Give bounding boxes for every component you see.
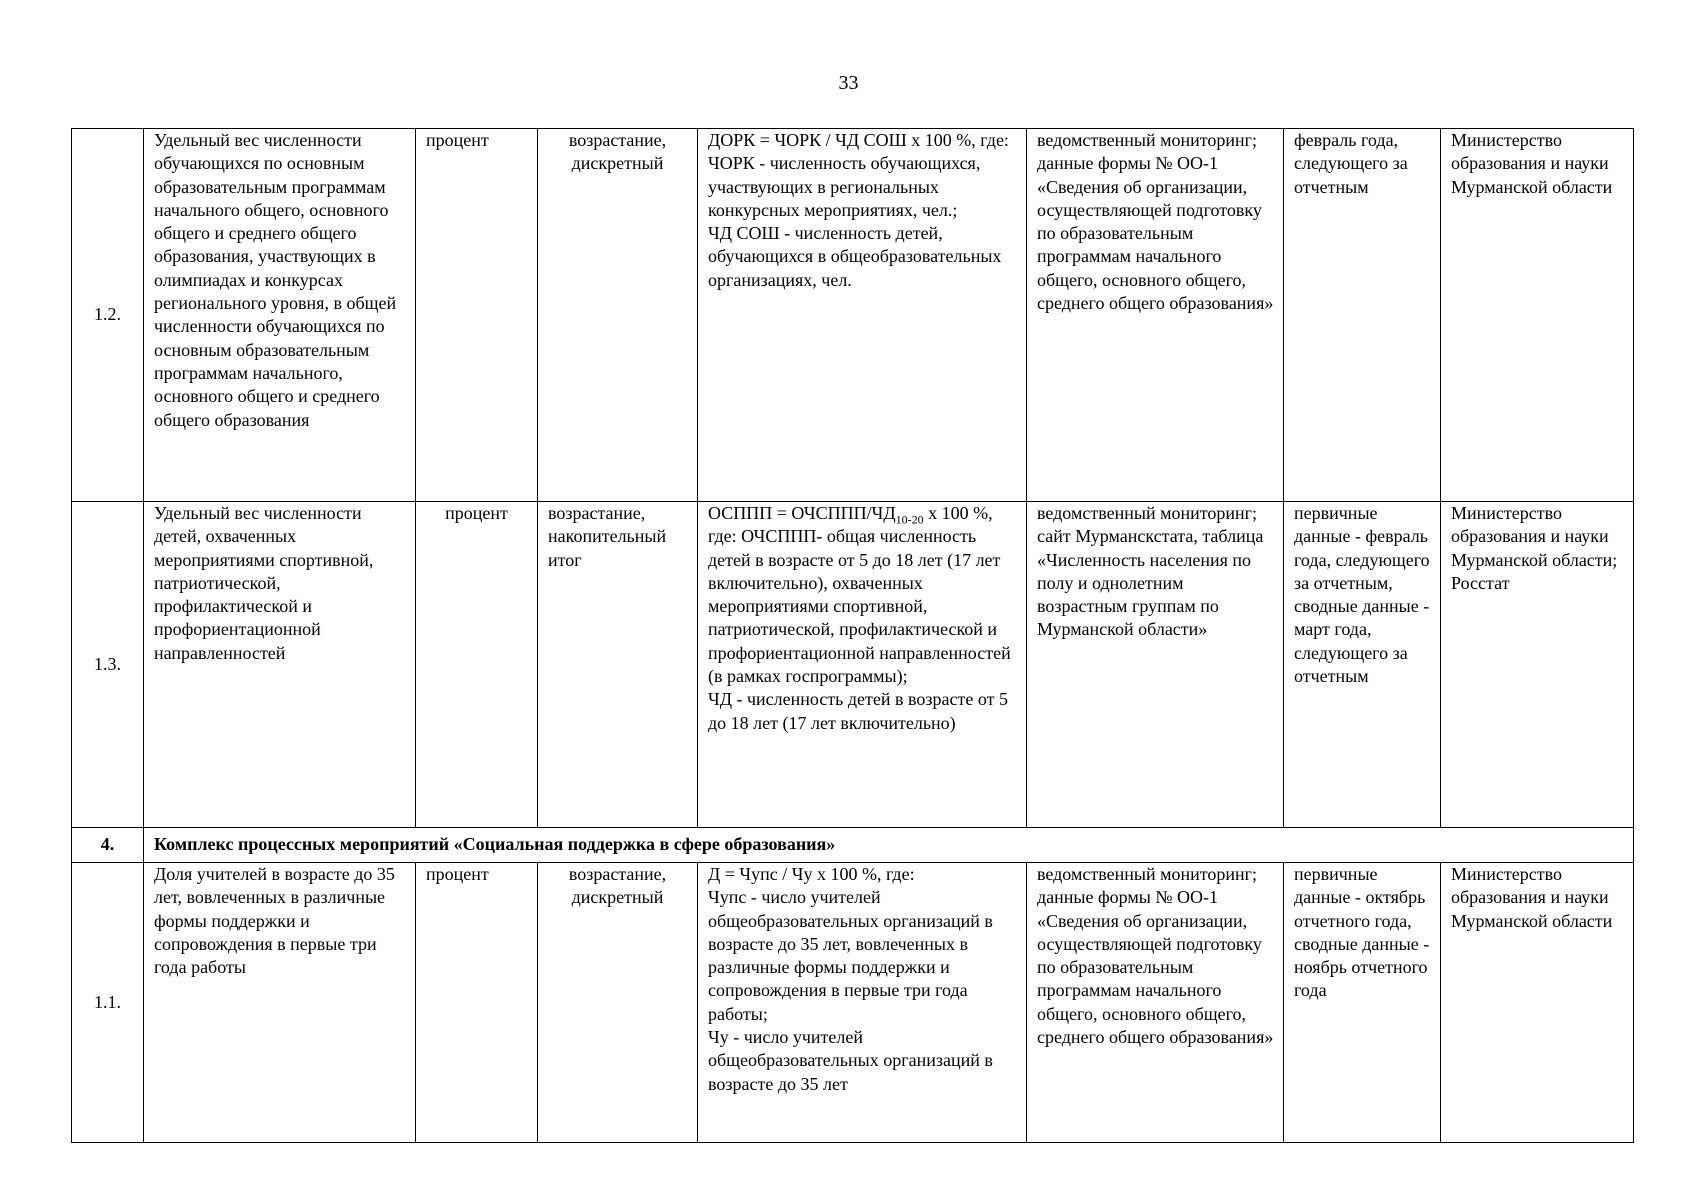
period-cell: февраль года, следующего за отчетным xyxy=(1284,129,1441,502)
formula-text-rest: х 100 %, где: ОЧСППП- общая численность детей в возрасте от 5 до 18 лет (17 лет включительно), охваченных мероприятиями спортивной, патриотической, профилактической и профориентационной направленностей (в рамках госпрограммы); ЧД - численность детей в возрасте от 5 до 18 лет (17 лет включительно) xyxy=(708,503,1011,733)
period-cell: первичные данные - октябрь отчетного года, сводные данные - ноябрь отчетного года xyxy=(1284,863,1441,1143)
data-source-cell: ведомственный мониторинг; данные формы № ОО-1 «Сведения об организации, осуществляющей подготовку по образовательным программам начального общего, основного общего, среднего общего образования» xyxy=(1027,129,1284,502)
table-row xyxy=(72,863,1634,1143)
table-row xyxy=(72,502,1634,828)
formula-cell xyxy=(698,502,1027,828)
section-header-row xyxy=(72,828,1634,863)
data-source-cell: ведомственный мониторинг; сайт Мурманскстата, таблица «Численность населения по полу и однолетним возрастным группам по Мурманской области» xyxy=(1027,502,1284,828)
table-row xyxy=(72,129,1634,502)
data-source-cell: ведомственный мониторинг; данные формы № ОО-1 «Сведения об организации, осуществляющей подготовку по образовательным программам начального общего, основного общего, среднего общего образования» xyxy=(1027,863,1284,1143)
formula-text-start: ОСППП = ОЧСППП/ЧД xyxy=(708,503,896,523)
dynamics-type-cell: возрастание, дискретный xyxy=(538,863,698,1143)
dynamics-type-cell: возрастание, накопительный итог xyxy=(538,502,698,828)
indicators-table xyxy=(71,128,1634,1143)
unit-cell: процент xyxy=(416,502,538,828)
formula-subscript: 10-20 xyxy=(895,512,924,527)
indicator-name: Удельный вес численности обучающихся по основным образовательным программам начального общего, основного общего и среднего общего образования, участвующих в олимпиадах и конкурсах регионального уровня, в общей численности обучающихся по основным образовательным программам начального, основного общего и среднего общего образования xyxy=(144,129,416,502)
indicator-name: Удельный вес численности детей, охваченных мероприятиями спортивной, патриотической, профилактической и профориентационной направленностей xyxy=(144,502,416,828)
responsible-cell: Министерство образования и науки Мурманской области; Росстат xyxy=(1441,502,1634,828)
unit-cell: процент xyxy=(416,863,538,1143)
formula-cell: Д = Чупс / Чу х 100 %, где: Чупс - число учителей общеобразовательных организаций в возрасте до 35 лет, вовлеченных в различные формы поддержки и сопровождения в первые три года работы; Чу - число учителей общеобразовательных организаций в возрасте до 35 лет xyxy=(698,863,1027,1143)
section-title: Комплекс процессных мероприятий «Социальная поддержка в сфере образования» xyxy=(144,828,1634,863)
indicator-name: Доля учителей в возрасте до 35 лет, вовлеченных в различные формы поддержки и сопровождения в первые три года работы xyxy=(144,863,416,1143)
row-number: 1.2. xyxy=(72,129,144,502)
section-number: 4. xyxy=(72,828,144,863)
period-cell: первичные данные - февраль года, следующего за отчетным, сводные данные - март года, следующего за отчетным xyxy=(1284,502,1441,828)
unit-cell: процент xyxy=(416,129,538,502)
row-number: 1.1. xyxy=(72,863,144,1143)
page-number: 33 xyxy=(838,72,859,94)
responsible-cell: Министерство образования и науки Мурманской области xyxy=(1441,863,1634,1143)
responsible-cell: Министерство образования и науки Мурманской области xyxy=(1441,129,1634,502)
formula-cell: ДОРК = ЧОРК / ЧД СОШ х 100 %, где: ЧОРК - численность обучающихся, участвующих в региональных конкурсных мероприятиях, чел.; ЧД СОШ - численность детей, обучающихся в общеобразовательных организациях, чел. xyxy=(698,129,1027,502)
dynamics-type-cell: возрастание, дискретный xyxy=(538,129,698,502)
row-number: 1.3. xyxy=(72,502,144,828)
